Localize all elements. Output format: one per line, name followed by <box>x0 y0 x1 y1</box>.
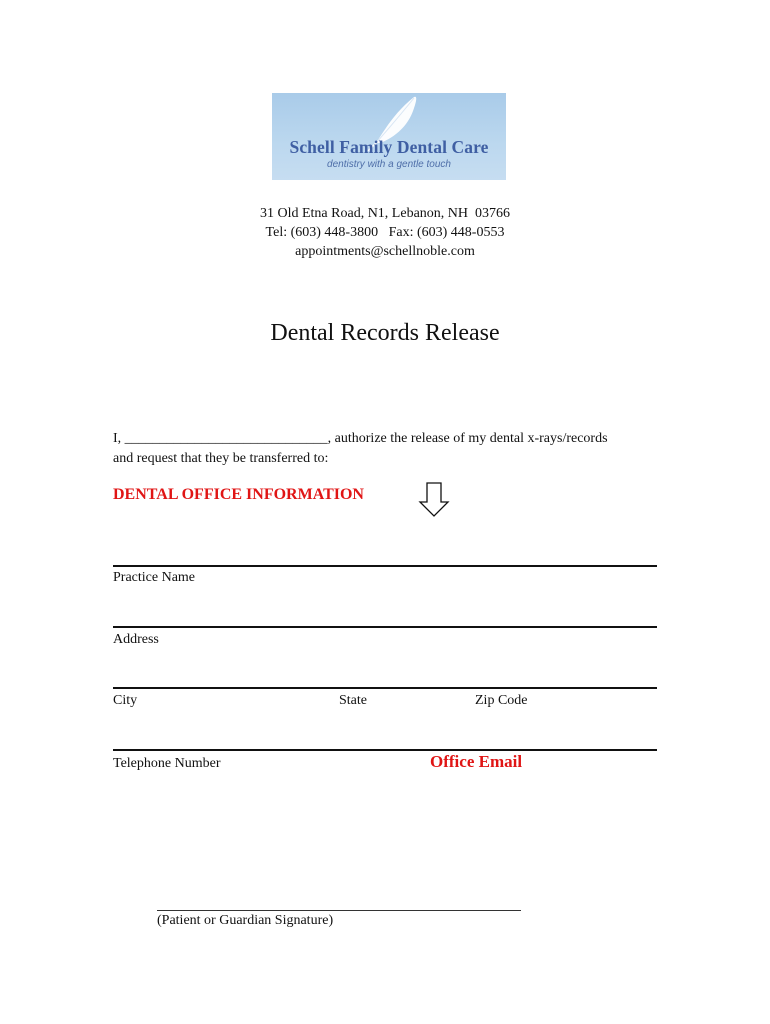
signature-label: (Patient or Guardian Signature) <box>157 913 334 928</box>
zip-code-label: Zip Code <box>475 693 528 708</box>
city-state-zip-line[interactable] <box>113 687 657 689</box>
contact-block <box>0 204 770 261</box>
contact-email: appointments@schellnoble.com <box>295 244 475 259</box>
page-title: Dental Records Release <box>270 320 500 346</box>
state-label: State <box>339 693 367 708</box>
authorization-line-1: I, _____________________________, authorize the release of my dental x-rays/records <box>113 431 608 446</box>
telephone-label: Telephone Number <box>113 756 221 771</box>
authorization-line-2: and request that they be transferred to: <box>113 451 329 466</box>
section-heading: DENTAL OFFICE INFORMATION <box>113 486 364 503</box>
telephone-email-line[interactable] <box>113 749 657 751</box>
contact-address: 31 Old Etna Road, N1, Lebanon, NH 03766 <box>259 206 511 221</box>
address-label: Address <box>113 632 159 647</box>
logo-practice-name: Schell Family Dental Care <box>289 137 489 157</box>
practice-logo <box>272 93 506 180</box>
practice-name-label: Practice Name <box>113 570 196 585</box>
logo-tagline: dentistry with a gentle touch <box>327 159 451 170</box>
down-arrow-icon <box>418 482 450 518</box>
city-label: City <box>113 693 138 708</box>
signature-line[interactable] <box>157 910 521 911</box>
contact-phone-fax: Tel: (603) 448-3800 Fax: (603) 448-0553 <box>265 225 505 240</box>
practice-name-line[interactable] <box>113 565 657 567</box>
office-email-label: Office Email <box>430 752 523 771</box>
address-line[interactable] <box>113 626 657 628</box>
